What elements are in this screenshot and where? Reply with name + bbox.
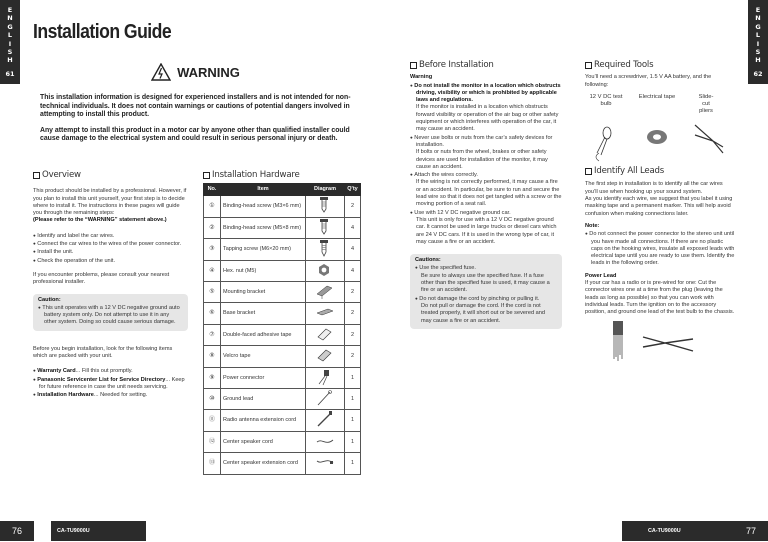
hardware-row-qty: 1 bbox=[345, 410, 361, 431]
hardware-row bbox=[204, 431, 361, 452]
before-warning-title: Warning bbox=[410, 74, 433, 81]
warning-box bbox=[33, 62, 358, 166]
overview-intro: This product should be installed by a professional. However, if you plan to install this unit yourself, your first step is to decide where to install it. The instructions in these pages will guide you through the remaining steps: bbox=[33, 188, 187, 217]
identify-leads-heading-text: Identify All Leads bbox=[594, 166, 665, 177]
before-installation-section bbox=[410, 62, 562, 329]
required-tools-text: You’ll need a screwdriver, 1.5 V AA battery, and the following: bbox=[585, 74, 712, 88]
warning-paragraph-1: This installation information is designed for experienced installers and is not intended for non-technical individuals. It does not contain warnings or cautions of potential dangers involved in attempting to install this product. bbox=[40, 94, 351, 119]
identify-leads-para-1: The first step in installation is to identify all the car wires you’ll use when hooking up your sound system. bbox=[585, 181, 723, 195]
hardware-row bbox=[204, 388, 361, 409]
hardware-row-number: ⑩ bbox=[204, 388, 221, 409]
hardware-row-item: Hex. nut (M5) bbox=[221, 260, 306, 281]
caution-item-detail: Do not pull or damage the cord. If the cord is not treated properly, it will short out or be severed and may cause a fire or an accident. bbox=[421, 302, 545, 324]
hardware-section bbox=[203, 172, 363, 475]
connector-plug-icon bbox=[613, 321, 623, 361]
overview-heading bbox=[33, 172, 188, 179]
hardware-row bbox=[204, 367, 361, 388]
hardware-row-number: ⑨ bbox=[204, 367, 221, 388]
cautions-list bbox=[415, 264, 557, 324]
hardware-row-item: Base bracket bbox=[221, 303, 306, 324]
warning-item-lead: Do not install the monitor in a location which obstructs driving, visibility or which is prohibited by applicable laws and regulations. bbox=[414, 82, 561, 104]
hardware-row-diagram bbox=[306, 239, 345, 260]
speaker-extension-cord-icon bbox=[316, 453, 334, 471]
hardware-row-qty: 1 bbox=[345, 388, 361, 409]
hardware-row-number: ⑪ bbox=[204, 410, 221, 431]
square-icon bbox=[203, 172, 210, 179]
hardware-row-diagram bbox=[306, 367, 345, 388]
hardware-row bbox=[204, 453, 361, 474]
required-tools-heading bbox=[585, 62, 735, 69]
hardware-row-item: Center speaker cord bbox=[221, 431, 306, 452]
pliers-icon bbox=[695, 125, 723, 153]
square-icon bbox=[585, 62, 592, 69]
wire-cutting-illustration bbox=[585, 317, 735, 365]
language-tab-letters bbox=[0, 6, 20, 65]
tab-letter: G bbox=[7, 22, 13, 31]
hardware-row bbox=[204, 196, 361, 217]
square-icon bbox=[33, 172, 40, 179]
hardware-row bbox=[204, 346, 361, 367]
hardware-row bbox=[204, 239, 361, 260]
page-number-small-left: 61 bbox=[5, 69, 15, 78]
before-warning-item bbox=[410, 209, 562, 246]
page-title: Installation Guide bbox=[33, 21, 172, 43]
footer-page-number-right: 77 bbox=[734, 521, 768, 541]
tab-letter: N bbox=[7, 14, 13, 23]
note-title: Note: bbox=[585, 222, 600, 229]
footer-page-number-left: 76 bbox=[0, 521, 34, 541]
caution-item-lead: Do not damage the cord by pinching or pulling it. bbox=[419, 295, 540, 302]
hardware-row-number: ⑤ bbox=[204, 281, 221, 302]
hardware-row-number: ⑥ bbox=[204, 303, 221, 324]
hardware-row-qty: 4 bbox=[345, 217, 361, 238]
test-bulb-icon bbox=[596, 127, 611, 161]
footer-model-right: CA-TU9000U bbox=[622, 521, 734, 541]
tab-letter: L bbox=[755, 31, 761, 40]
language-tab-letters bbox=[748, 6, 768, 65]
before-cautions-box bbox=[410, 254, 562, 329]
hardware-row-item: Binding-head screw (M3×6 mm) bbox=[221, 196, 306, 217]
hardware-row-number: ① bbox=[204, 196, 221, 217]
hardware-row-diagram bbox=[306, 324, 345, 345]
hardware-row-diagram bbox=[306, 388, 345, 409]
hardware-row-item: Radio antenna extension cord bbox=[221, 410, 306, 431]
before-warning-item bbox=[410, 171, 562, 208]
hardware-row-diagram bbox=[306, 196, 345, 217]
tab-letter: E bbox=[7, 6, 13, 14]
packed-item-name: Installation Hardware bbox=[37, 392, 94, 399]
before-warning-item bbox=[410, 134, 562, 171]
tab-letter: I bbox=[8, 39, 12, 48]
warning-item-detail: If the wiring is not correctly performed, it may cause a fire or an accident. In particular, be sure to run and secure the lead wire so that it does not get tangled with a screw or the moving portion of a seat rail. bbox=[416, 179, 562, 208]
hex-nut-icon bbox=[316, 261, 334, 279]
before-installation-heading bbox=[410, 62, 562, 69]
tools-illustration bbox=[585, 115, 735, 163]
tools-labels bbox=[585, 94, 735, 115]
hardware-row-diagram bbox=[306, 453, 345, 474]
packed-item-name: Warranty Card bbox=[37, 368, 76, 375]
tab-letter: S bbox=[755, 48, 761, 57]
language-tab-right bbox=[748, 0, 768, 84]
speaker-cord-icon bbox=[316, 432, 334, 450]
packed-item-desc: ... Fill this out promptly. bbox=[75, 368, 133, 375]
hardware-row-qty: 2 bbox=[345, 303, 361, 324]
hardware-column-header: Diagram bbox=[306, 184, 345, 196]
hardware-row-item: Binding-head screw (M5×8 mm) bbox=[221, 217, 306, 238]
overview-step: ● Check the operation of the unit. bbox=[33, 257, 188, 265]
hardware-row-item: Ground lead bbox=[221, 388, 306, 409]
tab-letter: E bbox=[755, 6, 761, 14]
tab-letter: G bbox=[755, 22, 761, 31]
hardware-row bbox=[204, 303, 361, 324]
overview-step: ● Connect the car wires to the wires of the power connector. bbox=[33, 240, 188, 248]
packed-items-list bbox=[33, 367, 188, 399]
hardware-row-item: Velcro tape bbox=[221, 346, 306, 367]
power-connector-icon bbox=[316, 368, 334, 386]
hardware-row-qty: 2 bbox=[345, 196, 361, 217]
hardware-column-header: Item bbox=[221, 184, 306, 196]
warning-paragraph-2: Any attempt to install this product in a motor car by anyone other than qualified installer could cause damage to the electrical system and could result in serious personal injury or death. bbox=[40, 126, 350, 143]
hardware-row-number: ② bbox=[204, 217, 221, 238]
hardware-row-diagram bbox=[306, 281, 345, 302]
mounting-bracket-icon bbox=[316, 282, 334, 300]
hardware-row bbox=[204, 281, 361, 302]
hardware-row-qty: 1 bbox=[345, 453, 361, 474]
hardware-table bbox=[203, 183, 361, 474]
hardware-row-item: Mounting bracket bbox=[221, 281, 306, 302]
hardware-row-qty: 1 bbox=[345, 367, 361, 388]
warning-item-lead: Never use bolts or nuts from the car’s safety devices for installation. bbox=[414, 134, 553, 148]
base-bracket-icon bbox=[316, 303, 334, 321]
warning-item-lead: Use with 12 V DC negative ground car. bbox=[414, 209, 511, 216]
cautions-title: Cautions: bbox=[415, 257, 441, 264]
hardware-row-diagram bbox=[306, 303, 345, 324]
identify-leads-para-2: As you identify each wire, we suggest that you label it using masking tape and a permanent marker. This will help avoid confusion when making connections later. bbox=[585, 196, 733, 217]
warning-item-detail: If the monitor is installed in a location which obstructs forward visibility or operation of the air bag or other safety equipment or which interferes with operation of the car, it may cause an accident. bbox=[416, 104, 559, 133]
overview-section bbox=[33, 172, 188, 400]
required-tools-heading-text: Required Tools bbox=[594, 60, 654, 70]
hardware-row-diagram bbox=[306, 410, 345, 431]
footer-model-left: CA-TU9000U bbox=[51, 521, 146, 541]
warning-item-lead: Attach the wires correctly. bbox=[414, 172, 478, 179]
tab-letter: H bbox=[755, 56, 761, 65]
overview-heading-text: Overview bbox=[42, 170, 81, 180]
adhesive-tape-icon bbox=[316, 325, 334, 343]
warning-heading bbox=[33, 62, 358, 82]
hardware-row-item: Double-faced adhesive tape bbox=[221, 324, 306, 345]
caution-item: ● This unit operates with a 12 V DC negative ground auto battery system only. Do not attempt to use it in any other system. Doing so could cause serious damage. bbox=[38, 304, 183, 327]
before-warning-list bbox=[410, 82, 562, 247]
warning-triangle-icon bbox=[151, 63, 171, 81]
tab-letter: I bbox=[756, 39, 760, 48]
overview-step: ● Install the unit. bbox=[33, 248, 188, 256]
packed-item-desc: ... Needed for setting. bbox=[93, 392, 148, 399]
hardware-row bbox=[204, 410, 361, 431]
hardware-row-number: ④ bbox=[204, 260, 221, 281]
tool-label-test-bulb: 12 V DC test bulb bbox=[589, 93, 623, 107]
tab-letter: N bbox=[755, 14, 761, 23]
tab-letter: L bbox=[7, 31, 13, 40]
warning-item-detail: This unit is only for use with a 12 V DC negative ground car. It cannot be used in large trucks or diesel cars which are 24 V DC cars. If it is used in the wrong type of car, it may cause a fire or an accident. bbox=[416, 216, 557, 245]
required-tools-section bbox=[585, 62, 735, 368]
antenna-cord-icon bbox=[316, 410, 334, 428]
hardware-row-number: ⑦ bbox=[204, 324, 221, 345]
note-item: ● Do not connect the power connector to the stereo unit until you have made all connections. If there are no plastic caps on the hooking wires, insulate all exposed leads with electrical tape until you are ready to use them. Identify the leads in the following order. bbox=[585, 230, 735, 267]
tab-letter: H bbox=[7, 56, 13, 65]
warning-heading-text: WARNING bbox=[177, 64, 240, 80]
velcro-tape-icon bbox=[316, 346, 334, 364]
packed-item bbox=[33, 367, 188, 375]
page-number-small-right: 62 bbox=[753, 69, 763, 78]
square-icon bbox=[585, 168, 592, 175]
binding-screw-icon bbox=[316, 196, 334, 214]
overview-intro-bold: (Please refer to the “WARNING” statement above.) bbox=[33, 217, 167, 224]
hardware-row-qty: 4 bbox=[345, 239, 361, 260]
square-icon bbox=[410, 62, 417, 69]
caution-item bbox=[415, 264, 557, 294]
packed-item bbox=[33, 391, 188, 399]
before-warning-item bbox=[410, 82, 562, 134]
packed-item-name: Panasonic Servicenter List for Service Directory bbox=[37, 376, 166, 383]
hardware-row-item: Tapping screw (M6×20 mm) bbox=[221, 239, 306, 260]
hardware-column-header: Q'ty bbox=[345, 184, 361, 196]
hardware-row-qty: 2 bbox=[345, 281, 361, 302]
hardware-row-number: ③ bbox=[204, 239, 221, 260]
hardware-table-header bbox=[204, 184, 361, 196]
before-installation-heading-text: Before Installation bbox=[419, 60, 494, 70]
caution-item-detail: Be sure to always use the specified fuse. If a fuse other than the specified fuse is used, it may cause a fire or an accident. bbox=[421, 272, 550, 294]
hardware-row-diagram bbox=[306, 431, 345, 452]
hardware-row bbox=[204, 217, 361, 238]
electrical-tape-icon bbox=[647, 130, 667, 144]
tab-letter: S bbox=[7, 48, 13, 57]
hardware-row-number: ⑫ bbox=[204, 431, 221, 452]
overview-problem-text: If you encounter problems, please consult your nearest professional installer. bbox=[33, 271, 170, 286]
tool-label-electrical-tape: Electrical tape bbox=[638, 93, 676, 100]
packed-item bbox=[33, 376, 188, 392]
caution-item bbox=[415, 295, 557, 325]
hardware-row bbox=[204, 324, 361, 345]
warning-text bbox=[33, 94, 358, 144]
caution-title: Caution: bbox=[38, 296, 61, 303]
ground-lead-icon bbox=[316, 389, 334, 407]
hardware-row-item: Center speaker extension cord bbox=[221, 453, 306, 474]
overview-step: ● Identify and label the car wires. bbox=[33, 232, 188, 240]
warning-item-detail: If bolts or nuts from the wheel, brakes or other safety devices are used for installation of the monitor, it may cause an accident. bbox=[416, 149, 548, 170]
hardware-row-number: ⑧ bbox=[204, 346, 221, 367]
before-begin-text: Before you begin installation, look for the following items which are packed with your unit. bbox=[33, 345, 173, 360]
overview-steps-list bbox=[33, 232, 188, 265]
identify-leads-heading bbox=[585, 168, 735, 175]
hardware-row-qty: 2 bbox=[345, 324, 361, 345]
tapping-screw-icon bbox=[316, 239, 334, 257]
hardware-row-diagram bbox=[306, 260, 345, 281]
hardware-heading bbox=[203, 172, 363, 179]
hardware-row-diagram bbox=[306, 346, 345, 367]
hardware-row-qty: 1 bbox=[345, 431, 361, 452]
cutting-pliers-icon bbox=[643, 337, 693, 351]
hardware-row-number: ⑬ bbox=[204, 453, 221, 474]
tool-label-pliers: Slide-cut pliers bbox=[698, 93, 714, 114]
caution-item-lead: Use the specified fuse. bbox=[419, 265, 476, 272]
hardware-row-qty: 2 bbox=[345, 346, 361, 367]
binding-screw-icon bbox=[316, 218, 334, 236]
language-tab-left bbox=[0, 0, 20, 84]
hardware-row-qty: 4 bbox=[345, 260, 361, 281]
hardware-row-item: Power connector bbox=[221, 367, 306, 388]
hardware-row bbox=[204, 260, 361, 281]
power-lead-title: Power Lead bbox=[585, 272, 617, 279]
packed-item-desc: ... Keep for future reference in case the unit needs servicing. bbox=[39, 376, 185, 390]
hardware-column-header: No. bbox=[204, 184, 221, 196]
power-lead-text: If your car has a radio or is pre-wired for one: Cut the connector wires one at a time from the plug (leaving the leads as long as possible) so that you can work with individual leads. Turn the ignition on to the accessory position, and ground one lead of the test bulb to the chassis. bbox=[585, 280, 735, 316]
overview-caution-box bbox=[33, 294, 188, 331]
hardware-heading-text: Installation Hardware bbox=[212, 170, 300, 180]
hardware-row-diagram bbox=[306, 217, 345, 238]
